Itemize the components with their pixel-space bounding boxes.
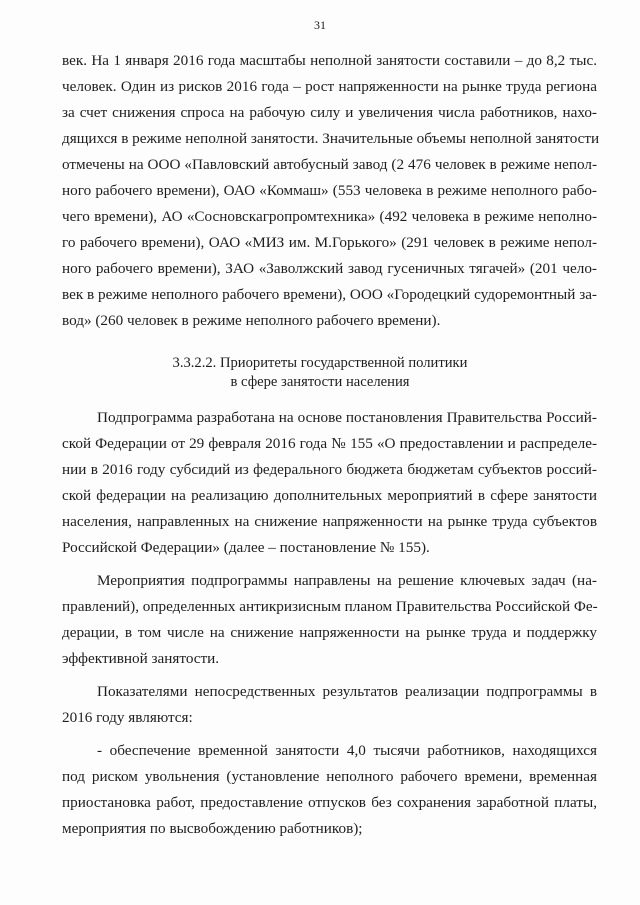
text-line: Российской Федерации» (далее – постановление № 155). [62, 539, 430, 556]
text-line: 2016 году являются: [62, 709, 193, 726]
text-line: нии в 2016 году субсидий из федерального бюджета бюджетам субъектов россий- [62, 461, 597, 478]
text-line: эффективной занятости. [62, 650, 220, 667]
text-line: го рабочего времени), ОАО «МИЗ им. М.Горького» (291 человек в режиме непол- [62, 234, 597, 251]
text-line: ного рабочего времени), ЗАО «Заволжский завод гусеничных тягачей» (201 чело- [62, 260, 597, 277]
text-line: мероприятия по высвобождению работников); [62, 820, 363, 837]
text-line: ного рабочего времени), ОАО «Коммаш» (553 человека в режиме неполного рабо- [62, 182, 597, 199]
text-line: век. На 1 января 2016 года масштабы неполной занятости составили – до 8,2 тыс. [62, 52, 597, 69]
text-line: Подпрограмма разработана на основе постановления Правительства Россий- [97, 409, 597, 426]
text-line: дящихся в режиме неполной занятости. Значительные объемы неполной занятости [62, 130, 600, 147]
text-line: чего времени), АО «Сосновскагропромтехника» (492 человека в режиме неполно- [62, 208, 597, 225]
text-line: вод» (260 человек в режиме неполного рабочего времени). [62, 312, 441, 329]
section-heading: 3.3.2.2. Приоритеты государственной политики [172, 355, 468, 371]
text-line: Показателями непосредственных результатов реализации подпрограммы в [97, 683, 597, 700]
text-line: дерации, в том числе на снижение напряженности на рынке труда и поддержку [62, 624, 597, 641]
text-line: под риском увольнения (установление неполного рабочего времени, временная [62, 768, 597, 785]
text-line: век в режиме неполного рабочего времени), ООО «Городецкий судоремонтный за- [62, 286, 597, 303]
page-number: 31 [314, 18, 326, 32]
text-line: человек. Один из рисков 2016 года – рост напряженности на рынке труда региона [62, 78, 597, 95]
text-line: правлений), определенных антикризисным планом Правительства Российской Фе- [62, 598, 598, 615]
text-line: населения, направленных на снижение напряженности на рынке труда субъектов [62, 513, 597, 530]
section-heading: в сфере занятости населения [230, 374, 410, 390]
text-line: за счет снижения спроса на рабочую силу и увеличения числа работников, нахо- [62, 104, 597, 121]
text-line: отмечены на ООО «Павловский автобусный завод (2 476 человек в режиме непол- [62, 156, 597, 173]
text-line: ской федерации на реализацию дополнительных мероприятий в сфере занятости [62, 487, 597, 504]
text-line: приостановка работ, предоставление отпусков без сохранения заработной платы, [62, 794, 597, 811]
text-line: Мероприятия подпрограммы направлены на решение ключевых задач (на- [97, 572, 597, 589]
list-item: - обеспечение временной занятости 4,0 тысячи работников, находящихся [97, 742, 597, 759]
text-line: ской Федерации от 29 февраля 2016 года № 155 «О предоставлении и распределе- [62, 435, 597, 452]
